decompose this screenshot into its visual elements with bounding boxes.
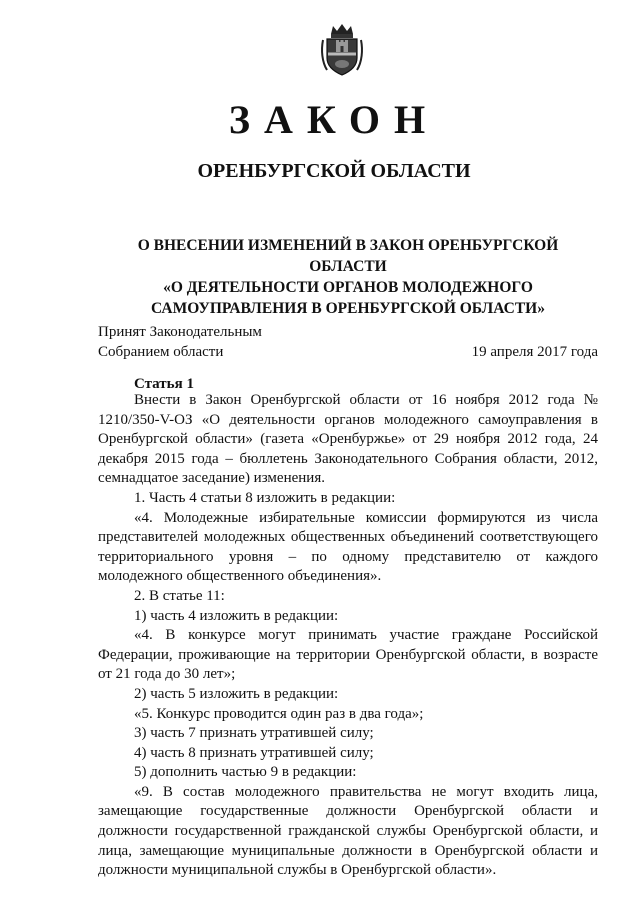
- adoption-line: Собранием области: [98, 344, 224, 360]
- law-name-line: «О ДЕЯТЕЛЬНОСТИ ОРГАНОВ МОЛОДЕЖНОГО: [163, 279, 533, 296]
- article-paragraph: 5) дополнить частью 9 в редакции:: [134, 764, 357, 781]
- article-paragraph: 1) часть 4 изложить в редакции:: [134, 607, 339, 624]
- article-paragraph: «4. В конкурсе могут принимать участие граждане Российской Федерации, проживающие на территории Оренбургской области, в возрасте от 21 года до 30 лет»;: [98, 627, 598, 683]
- law-name-line: О ВНЕСЕНИИ ИЗМЕНЕНИЙ В ЗАКОН ОРЕНБУРГСКОЙ ОБЛАСТИ: [137, 237, 559, 275]
- article-paragraph: Внести в Закон Оренбургской области от 16 ноября 2012 года № 1210/350-V-ОЗ «О деятельности органов молодежного самоуправления в Оренбургской области» (газета «Оренбуржье» от 29 ноября 2012 года, 24 декабря 2015 года – бюллетень Законодательного Собрания области, 2012, семнадцатое заседание) изменения.: [98, 392, 598, 487]
- coat-of-arms-icon: [319, 24, 365, 76]
- article-paragraph: «9. В состав молодежного правительства не могут входить лица, замещающие государственные должности Оренбургской области и должности государственной гражданской службы Оренбургской области, и лица, замещающие муниципальные должности в Оренбургской области и должности муниципальной службы в Оренбургской области».: [98, 783, 598, 879]
- law-name-line: САМОУПРАВЛЕНИЯ В ОРЕНБУРГСКОЙ ОБЛАСТИ»: [151, 300, 545, 317]
- document-title: ЗАКОН: [228, 97, 440, 142]
- adoption-date: 19 апреля 2017 года: [471, 344, 598, 360]
- article-paragraph: 1. Часть 4 статьи 8 изложить в редакции:: [134, 489, 396, 506]
- article-paragraph: 2) часть 5 изложить в редакции:: [134, 685, 339, 702]
- article-paragraph: «5. Конкурс проводится один раз в два года»;: [134, 705, 424, 722]
- adoption-statement: [98, 322, 262, 362]
- article-heading: Статья 1: [134, 376, 194, 392]
- law-name: [98, 235, 598, 319]
- article-paragraph: 4) часть 8 признать утратившей силу;: [134, 744, 374, 761]
- article-paragraph: 3) часть 7 признать утратившей силу;: [134, 725, 374, 742]
- article-paragraph: 2. В статье 11:: [134, 587, 225, 604]
- document-subtitle: ОРЕНБУРГСКОЙ ОБЛАСТИ: [197, 160, 471, 182]
- article-paragraph: «4. Молодежные избирательные комиссии формируются из числа представителей молодежных общественных объединений соответствующего территориального уровня – по одному представителю от каждого молодежного общественного объединения».: [98, 509, 598, 585]
- adoption-line: Принят Законодательным: [98, 324, 262, 340]
- article-body: [98, 391, 598, 881]
